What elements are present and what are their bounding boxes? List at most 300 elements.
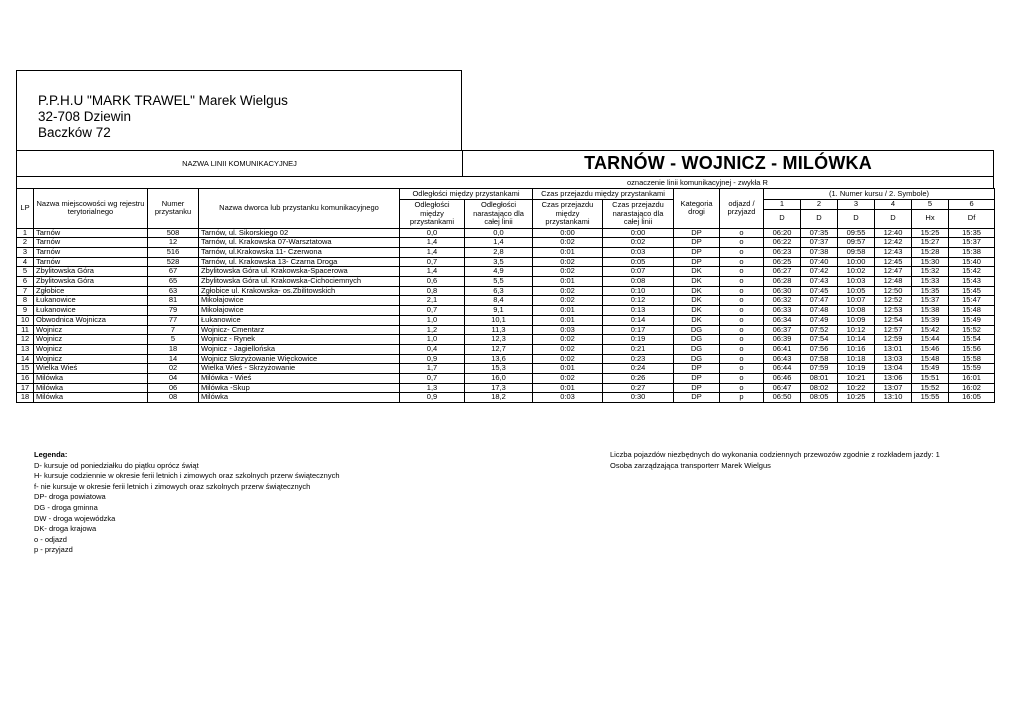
- table-row: [17, 228, 995, 238]
- row-course-time: 07:42: [801, 267, 838, 277]
- row-town: Zbylitowska Góra: [34, 277, 148, 287]
- row-course-time: 07:59: [801, 364, 838, 374]
- row-time: 0:02: [533, 257, 603, 267]
- row-distance: 1,7: [400, 364, 465, 374]
- table-row: [17, 335, 995, 345]
- row-distance-cumulative: 0,0: [465, 228, 533, 238]
- row-time: 0:02: [533, 354, 603, 364]
- row-lp: 18: [17, 393, 34, 403]
- row-distance-cumulative: 15,3: [465, 364, 533, 374]
- company-address-line1: 32-708 Dziewin: [38, 109, 132, 124]
- row-time-cumulative: 0:14: [603, 315, 674, 325]
- row-distance-cumulative: 10,1: [465, 315, 533, 325]
- row-time: 0:00: [533, 228, 603, 238]
- row-course-time: 08:05: [801, 393, 838, 403]
- row-lp: 16: [17, 374, 34, 384]
- row-course-time: 15:32: [912, 267, 949, 277]
- row-time-cumulative: 0:19: [603, 335, 674, 345]
- row-road-category: DG: [674, 354, 720, 364]
- row-departure-arrival: o: [720, 257, 764, 267]
- row-stop-number: 08: [148, 393, 199, 403]
- row-distance: 0,4: [400, 344, 465, 354]
- row-course-time: 10:12: [838, 325, 875, 335]
- row-distance-cumulative: 8,4: [465, 296, 533, 306]
- row-time-cumulative: 0:10: [603, 286, 674, 296]
- row-road-category: DK: [674, 267, 720, 277]
- row-distance-cumulative: 6,3: [465, 286, 533, 296]
- row-course-time: 07:48: [801, 306, 838, 316]
- row-time-cumulative: 0:27: [603, 383, 674, 393]
- row-departure-arrival: o: [720, 228, 764, 238]
- row-time-cumulative: 0:00: [603, 228, 674, 238]
- row-course-time: 12:54: [875, 315, 912, 325]
- row-distance: 0,0: [400, 228, 465, 238]
- row-distance: 1,4: [400, 267, 465, 277]
- row-course-time: 16:05: [949, 393, 995, 403]
- row-course-time: 06:37: [764, 325, 801, 335]
- row-course-time: 15:37: [949, 238, 995, 248]
- row-distance-cumulative: 4,9: [465, 267, 533, 277]
- row-station: Wielka Wieś - Skrzyżowanie: [199, 364, 400, 374]
- row-course-time: 10:02: [838, 267, 875, 277]
- row-course-time: 06:25: [764, 257, 801, 267]
- row-town: Tarnów: [34, 238, 148, 248]
- row-road-category: DP: [674, 228, 720, 238]
- course-number: 4: [875, 200, 912, 210]
- row-stop-number: 65: [148, 277, 199, 287]
- header-distance-group: Odległości między przystankami: [400, 189, 533, 200]
- row-time-cumulative: 0:13: [603, 306, 674, 316]
- row-road-category: DK: [674, 296, 720, 306]
- row-road-category: DK: [674, 286, 720, 296]
- row-course-time: 08:02: [801, 383, 838, 393]
- row-stop-number: 63: [148, 286, 199, 296]
- row-course-time: 10:16: [838, 344, 875, 354]
- row-stop-number: 81: [148, 296, 199, 306]
- row-town: Milówka: [34, 393, 148, 403]
- row-course-time: 15:33: [912, 277, 949, 287]
- row-distance: 1,4: [400, 238, 465, 248]
- row-stop-number: 79: [148, 306, 199, 316]
- vehicles-note: Liczba pojazdów niezbędnych do wykonania codziennych przewozów zgodnie z rozkładem jazdy: 1: [610, 450, 940, 459]
- row-town: Zbylitowska Góra: [34, 267, 148, 277]
- row-station: Mikołajowice: [199, 296, 400, 306]
- row-course-time: 12:40: [875, 228, 912, 238]
- row-course-time: 06:39: [764, 335, 801, 345]
- row-course-time: 15:38: [912, 306, 949, 316]
- legend-item: DG - droga gminna: [34, 502, 98, 512]
- row-departure-arrival: o: [720, 247, 764, 257]
- row-course-time: 09:57: [838, 238, 875, 248]
- row-course-time: 13:06: [875, 374, 912, 384]
- row-course-time: 15:37: [912, 296, 949, 306]
- row-town: Milówka: [34, 383, 148, 393]
- row-distance-cumulative: 13,6: [465, 354, 533, 364]
- row-course-time: 08:01: [801, 374, 838, 384]
- course-symbol: Hx: [912, 209, 949, 228]
- row-stop-number: 528: [148, 257, 199, 267]
- row-town: Wojnicz: [34, 344, 148, 354]
- row-course-time: 10:18: [838, 354, 875, 364]
- row-time: 0:02: [533, 344, 603, 354]
- row-time: 0:01: [533, 364, 603, 374]
- course-number: 6: [949, 200, 995, 210]
- row-time-cumulative: 0:05: [603, 257, 674, 267]
- row-course-time: 15:38: [949, 247, 995, 257]
- row-time: 0:02: [533, 296, 603, 306]
- row-lp: 17: [17, 383, 34, 393]
- row-course-time: 15:25: [912, 228, 949, 238]
- row-lp: 1: [17, 228, 34, 238]
- row-distance-cumulative: 17,3: [465, 383, 533, 393]
- row-distance: 0,7: [400, 306, 465, 316]
- row-time-cumulative: 0:26: [603, 374, 674, 384]
- row-distance: 0,8: [400, 286, 465, 296]
- row-course-time: 10:09: [838, 315, 875, 325]
- row-course-time: 15:39: [912, 315, 949, 325]
- row-station: Wojnicz - Rynek: [199, 335, 400, 345]
- timetable: [16, 188, 995, 403]
- row-course-time: 06:23: [764, 247, 801, 257]
- row-stop-number: 5: [148, 335, 199, 345]
- row-departure-arrival: o: [720, 344, 764, 354]
- row-course-time: 10:19: [838, 364, 875, 374]
- row-course-time: 15:42: [949, 267, 995, 277]
- table-row: [17, 267, 995, 277]
- row-station: Milówka -Skup: [199, 383, 400, 393]
- row-course-time: 10:21: [838, 374, 875, 384]
- row-course-time: 10:25: [838, 393, 875, 403]
- course-number: 3: [838, 200, 875, 210]
- row-course-time: 15:48: [949, 306, 995, 316]
- row-road-category: DP: [674, 374, 720, 384]
- row-course-time: 15:54: [949, 335, 995, 345]
- row-lp: 14: [17, 354, 34, 364]
- course-number: 5: [912, 200, 949, 210]
- row-stop-number: 18: [148, 344, 199, 354]
- row-course-time: 06:32: [764, 296, 801, 306]
- row-distance: 1,2: [400, 325, 465, 335]
- row-course-time: 13:04: [875, 364, 912, 374]
- row-course-time: 13:07: [875, 383, 912, 393]
- row-time-cumulative: 0:21: [603, 344, 674, 354]
- course-number: 2: [801, 200, 838, 210]
- row-course-time: 15:43: [949, 277, 995, 287]
- row-departure-arrival: o: [720, 383, 764, 393]
- row-course-time: 09:55: [838, 228, 875, 238]
- row-course-time: 15:35: [912, 286, 949, 296]
- row-town: Wojnicz: [34, 335, 148, 345]
- row-stop-number: 04: [148, 374, 199, 384]
- row-course-time: 06:20: [764, 228, 801, 238]
- row-road-category: DK: [674, 315, 720, 325]
- row-course-time: 07:40: [801, 257, 838, 267]
- row-course-time: 15:46: [912, 344, 949, 354]
- row-town: Wojnicz: [34, 325, 148, 335]
- row-course-time: 07:56: [801, 344, 838, 354]
- company-name: P.P.H.U "MARK TRAWEL" Marek Wielgus: [38, 93, 288, 108]
- row-time: 0:01: [533, 247, 603, 257]
- row-time-cumulative: 0:08: [603, 277, 674, 287]
- row-course-time: 15:42: [912, 325, 949, 335]
- row-station: Wojnicz - Jagiellońska: [199, 344, 400, 354]
- table-row: [17, 374, 995, 384]
- row-stop-number: 02: [148, 364, 199, 374]
- table-row: [17, 354, 995, 364]
- row-station: Wojnicz- Cmentarz: [199, 325, 400, 335]
- row-course-time: 07:58: [801, 354, 838, 364]
- table-row: [17, 306, 995, 316]
- row-station: Tarnów, ul.Krakowska 11- Czerwona: [199, 247, 400, 257]
- row-stop-number: 77: [148, 315, 199, 325]
- row-course-time: 13:01: [875, 344, 912, 354]
- row-departure-arrival: o: [720, 286, 764, 296]
- row-station: Tarnów, ul. Krakowska 07-Warsztatowa: [199, 238, 400, 248]
- row-departure-arrival: o: [720, 374, 764, 384]
- row-departure-arrival: o: [720, 277, 764, 287]
- row-course-time: 06:33: [764, 306, 801, 316]
- row-distance-cumulative: 11,3: [465, 325, 533, 335]
- row-distance: 2,1: [400, 296, 465, 306]
- row-time: 0:01: [533, 315, 603, 325]
- table-row: [17, 393, 995, 403]
- row-course-time: 06:22: [764, 238, 801, 248]
- row-town: Tarnów: [34, 257, 148, 267]
- header-station: Nazwa dworca lub przystanku komunikacyjnego: [199, 189, 400, 229]
- notes: [610, 450, 940, 471]
- row-station: Wojnicz Skrzyżowanie Więckowice: [199, 354, 400, 364]
- row-course-time: 15:52: [912, 383, 949, 393]
- table-row: [17, 383, 995, 393]
- row-course-time: 06:34: [764, 315, 801, 325]
- row-departure-arrival: p: [720, 393, 764, 403]
- row-road-category: DP: [674, 393, 720, 403]
- row-lp: 4: [17, 257, 34, 267]
- row-distance-cumulative: 3,5: [465, 257, 533, 267]
- header-lp: LP: [17, 189, 34, 229]
- row-course-time: 15:44: [912, 335, 949, 345]
- table-row: [17, 238, 995, 248]
- table-row: [17, 364, 995, 374]
- row-distance: 1,3: [400, 383, 465, 393]
- row-course-time: 12:52: [875, 296, 912, 306]
- row-station: Łukanowice: [199, 315, 400, 325]
- row-course-time: 12:43: [875, 247, 912, 257]
- row-road-category: DP: [674, 247, 720, 257]
- header-town: Nazwa miejscowości wg rejestru terytorialnego: [34, 189, 148, 229]
- row-road-category: DG: [674, 335, 720, 345]
- row-lp: 8: [17, 296, 34, 306]
- row-distance: 1,4: [400, 247, 465, 257]
- course-symbol: D: [838, 209, 875, 228]
- row-course-time: 15:30: [912, 257, 949, 267]
- row-road-category: DP: [674, 257, 720, 267]
- legend-item: o - odjazd: [34, 534, 67, 544]
- legend-item: p - przyjazd: [34, 545, 73, 555]
- header-road-category: Kategoria drogi: [674, 189, 720, 229]
- row-distance-cumulative: 1,4: [465, 238, 533, 248]
- row-town: Zgłobice: [34, 286, 148, 296]
- line-name-bar: [16, 150, 994, 177]
- row-distance: 1,0: [400, 315, 465, 325]
- row-course-time: 12:47: [875, 267, 912, 277]
- row-course-time: 15:49: [912, 364, 949, 374]
- row-course-time: 15:45: [949, 286, 995, 296]
- row-distance: 0,6: [400, 277, 465, 287]
- row-road-category: DG: [674, 344, 720, 354]
- row-course-time: 06:30: [764, 286, 801, 296]
- row-station: Milówka: [199, 393, 400, 403]
- row-town: Łukanowice: [34, 296, 148, 306]
- row-lp: 9: [17, 306, 34, 316]
- row-time-cumulative: 0:17: [603, 325, 674, 335]
- row-course-time: 15:27: [912, 238, 949, 248]
- header-time-group: Czas przejazdu między przystankami: [533, 189, 674, 200]
- header-departure-arrival: odjazd / przyjazd: [720, 189, 764, 229]
- row-stop-number: 67: [148, 267, 199, 277]
- row-road-category: DG: [674, 325, 720, 335]
- row-time: 0:01: [533, 306, 603, 316]
- row-town: Obwodnica Wojnicza: [34, 315, 148, 325]
- row-course-time: 13:03: [875, 354, 912, 364]
- row-course-time: 10:22: [838, 383, 875, 393]
- legend-item: D- kursuje od poniedziałku do piątku oprócz świąt: [34, 460, 199, 470]
- row-course-time: 06:28: [764, 277, 801, 287]
- course-symbol: Df: [949, 209, 995, 228]
- legend-item: DK- droga krajowa: [34, 524, 97, 534]
- row-road-category: DP: [674, 364, 720, 374]
- row-departure-arrival: o: [720, 354, 764, 364]
- row-course-time: 06:44: [764, 364, 801, 374]
- legend-title: Legenda:: [34, 450, 68, 459]
- row-course-time: 15:58: [949, 354, 995, 364]
- row-course-time: 12:53: [875, 306, 912, 316]
- row-course-time: 12:57: [875, 325, 912, 335]
- row-lp: 12: [17, 335, 34, 345]
- row-distance-cumulative: 12,7: [465, 344, 533, 354]
- row-distance-cumulative: 16,0: [465, 374, 533, 384]
- row-station: Zgłobice ul. Krakowska- os.Zbilitowskich: [199, 286, 400, 296]
- table-row: [17, 296, 995, 306]
- row-time: 0:02: [533, 267, 603, 277]
- row-stop-number: 508: [148, 228, 199, 238]
- legend-item: DP- droga powiatowa: [34, 492, 106, 502]
- row-stop-number: 7: [148, 325, 199, 335]
- row-course-time: 07:37: [801, 238, 838, 248]
- row-departure-arrival: o: [720, 364, 764, 374]
- row-lp: 6: [17, 277, 34, 287]
- legend-item: DW - droga wojewódzka: [34, 513, 116, 523]
- row-stop-number: 12: [148, 238, 199, 248]
- row-course-time: 07:49: [801, 315, 838, 325]
- row-road-category: DP: [674, 238, 720, 248]
- timetable-body: [17, 228, 995, 403]
- row-course-time: 10:08: [838, 306, 875, 316]
- line-designation: oznaczenie linii komunikacyjnej - zwykła R: [627, 178, 768, 187]
- row-distance-cumulative: 5,5: [465, 277, 533, 287]
- row-course-time: 12:45: [875, 257, 912, 267]
- row-course-time: 12:59: [875, 335, 912, 345]
- row-town: Tarnów: [34, 247, 148, 257]
- row-course-time: 10:14: [838, 335, 875, 345]
- row-departure-arrival: o: [720, 267, 764, 277]
- row-time: 0:03: [533, 325, 603, 335]
- legend-item: f- nie kursuje w okresie ferii letnich i zimowych oraz szkolnych przerw świątecznych: [34, 481, 311, 491]
- row-time-cumulative: 0:12: [603, 296, 674, 306]
- row-course-time: 15:49: [949, 315, 995, 325]
- line-designation-bar: [16, 177, 994, 188]
- line-name-label: NAZWA LINII KOMUNIKACYJNEJ: [17, 151, 463, 176]
- row-lp: 3: [17, 247, 34, 257]
- row-course-time: 15:35: [949, 228, 995, 238]
- row-departure-arrival: o: [720, 296, 764, 306]
- row-distance: 0,9: [400, 354, 465, 364]
- row-course-time: 06:27: [764, 267, 801, 277]
- row-station: Tarnów, ul. Krakowska 13- Czarna Droga: [199, 257, 400, 267]
- row-time-cumulative: 0:02: [603, 238, 674, 248]
- row-course-time: 16:01: [949, 374, 995, 384]
- company-box: [16, 70, 462, 150]
- row-lp: 5: [17, 267, 34, 277]
- row-distance-cumulative: 9,1: [465, 306, 533, 316]
- row-time: 0:02: [533, 238, 603, 248]
- row-road-category: DP: [674, 383, 720, 393]
- row-town: Wojnicz: [34, 354, 148, 364]
- row-time: 0:01: [533, 277, 603, 287]
- row-town: Tarnów: [34, 228, 148, 238]
- row-departure-arrival: o: [720, 325, 764, 335]
- row-course-time: 15:51: [912, 374, 949, 384]
- row-road-category: DK: [674, 306, 720, 316]
- table-row: [17, 286, 995, 296]
- row-stop-number: 14: [148, 354, 199, 364]
- manager-note: Osoba zarządzająca transporterr Marek Wielgus: [610, 460, 771, 470]
- row-course-time: 07:43: [801, 277, 838, 287]
- row-stop-number: 06: [148, 383, 199, 393]
- row-course-time: 10:05: [838, 286, 875, 296]
- row-course-time: 13:10: [875, 393, 912, 403]
- legend-item: H- kursuje codziennie w okresie ferii letnich i zimowych oraz szkolnych przerw świątecznych: [34, 471, 340, 481]
- row-time: 0:01: [533, 383, 603, 393]
- row-station: Milówka - Wieś: [199, 374, 400, 384]
- row-lp: 13: [17, 344, 34, 354]
- row-distance-cumulative: 18,2: [465, 393, 533, 403]
- course-symbol: D: [875, 209, 912, 228]
- row-course-time: 07:54: [801, 335, 838, 345]
- legend: [34, 450, 340, 556]
- row-town: Łukanowice: [34, 306, 148, 316]
- row-time-cumulative: 0:23: [603, 354, 674, 364]
- table-row: [17, 257, 995, 267]
- row-time: 0:02: [533, 374, 603, 384]
- row-course-time: 06:43: [764, 354, 801, 364]
- row-course-time: 06:46: [764, 374, 801, 384]
- row-lp: 11: [17, 325, 34, 335]
- row-distance-cumulative: 2,8: [465, 247, 533, 257]
- row-station: Zbylitowska Góra ul. Krakowska-Cichociemnych: [199, 277, 400, 287]
- row-course-time: 07:47: [801, 296, 838, 306]
- row-lp: 15: [17, 364, 34, 374]
- row-station: Zbylitowska Góra ul. Krakowska-Spacerowa: [199, 267, 400, 277]
- row-time-cumulative: 0:24: [603, 364, 674, 374]
- row-distance: 0,7: [400, 257, 465, 267]
- header-courses: (1. Numer kursu / 2. Symbole): [764, 189, 995, 200]
- row-distance: 0,9: [400, 393, 465, 403]
- row-course-time: 15:59: [949, 364, 995, 374]
- row-course-time: 07:45: [801, 286, 838, 296]
- row-course-time: 15:55: [912, 393, 949, 403]
- row-course-time: 15:40: [949, 257, 995, 267]
